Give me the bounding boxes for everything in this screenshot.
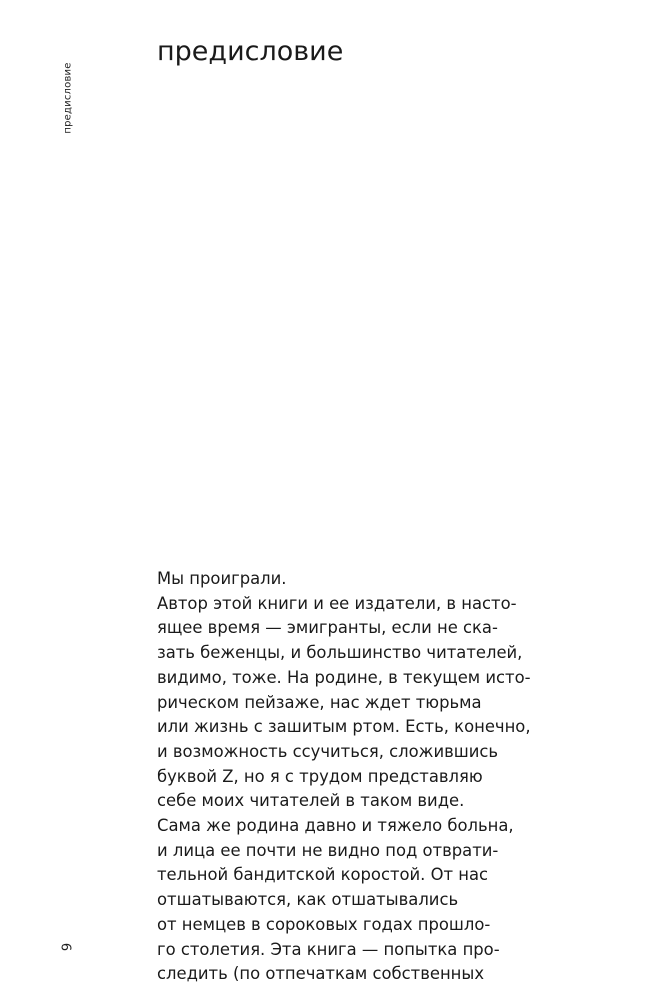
body-line: Сама же родина давно и тяжело больна, xyxy=(157,816,514,836)
body-line: ящее время — эмигранты, если не ска- xyxy=(157,618,498,638)
body-line: себе моих читателей в таком виде. xyxy=(157,791,465,811)
body-line: отшатываются, как отшатывались xyxy=(157,890,459,910)
body-line: следить (по отпечаткам собственных xyxy=(157,964,485,984)
body-line: Мы проиграли. xyxy=(157,569,287,588)
body-line: и возможность ссучиться, сложившись xyxy=(157,741,499,761)
body-line: видимо, тоже. На родине, в текущем исто- xyxy=(157,667,531,687)
chapter-title: предисловие xyxy=(157,36,344,67)
body-line: от немцев в сороковых годах прошло- xyxy=(157,914,491,934)
body-line: рическом пейзаже, нас ждет тюрьма xyxy=(157,692,482,712)
body-line: буквой Z, но я с трудом представляю xyxy=(157,766,483,786)
body-line: го столетия. Эта книга — попытка про- xyxy=(157,939,500,959)
body-text xyxy=(157,567,627,987)
page-number: 9 xyxy=(60,942,76,952)
body-line: тельной бандитской коростой. От нас xyxy=(157,865,489,885)
running-head: предисловие xyxy=(62,62,74,134)
body-line: Автор этой книги и ее издатели, в насто- xyxy=(157,593,517,613)
body-line: или жизнь с зашитым ртом. Есть, конечно, xyxy=(157,717,531,737)
body-line: зать беженцы, и большинство читателей, xyxy=(157,643,523,663)
body-line: и лица ее почти не видно под отврати- xyxy=(157,840,499,860)
